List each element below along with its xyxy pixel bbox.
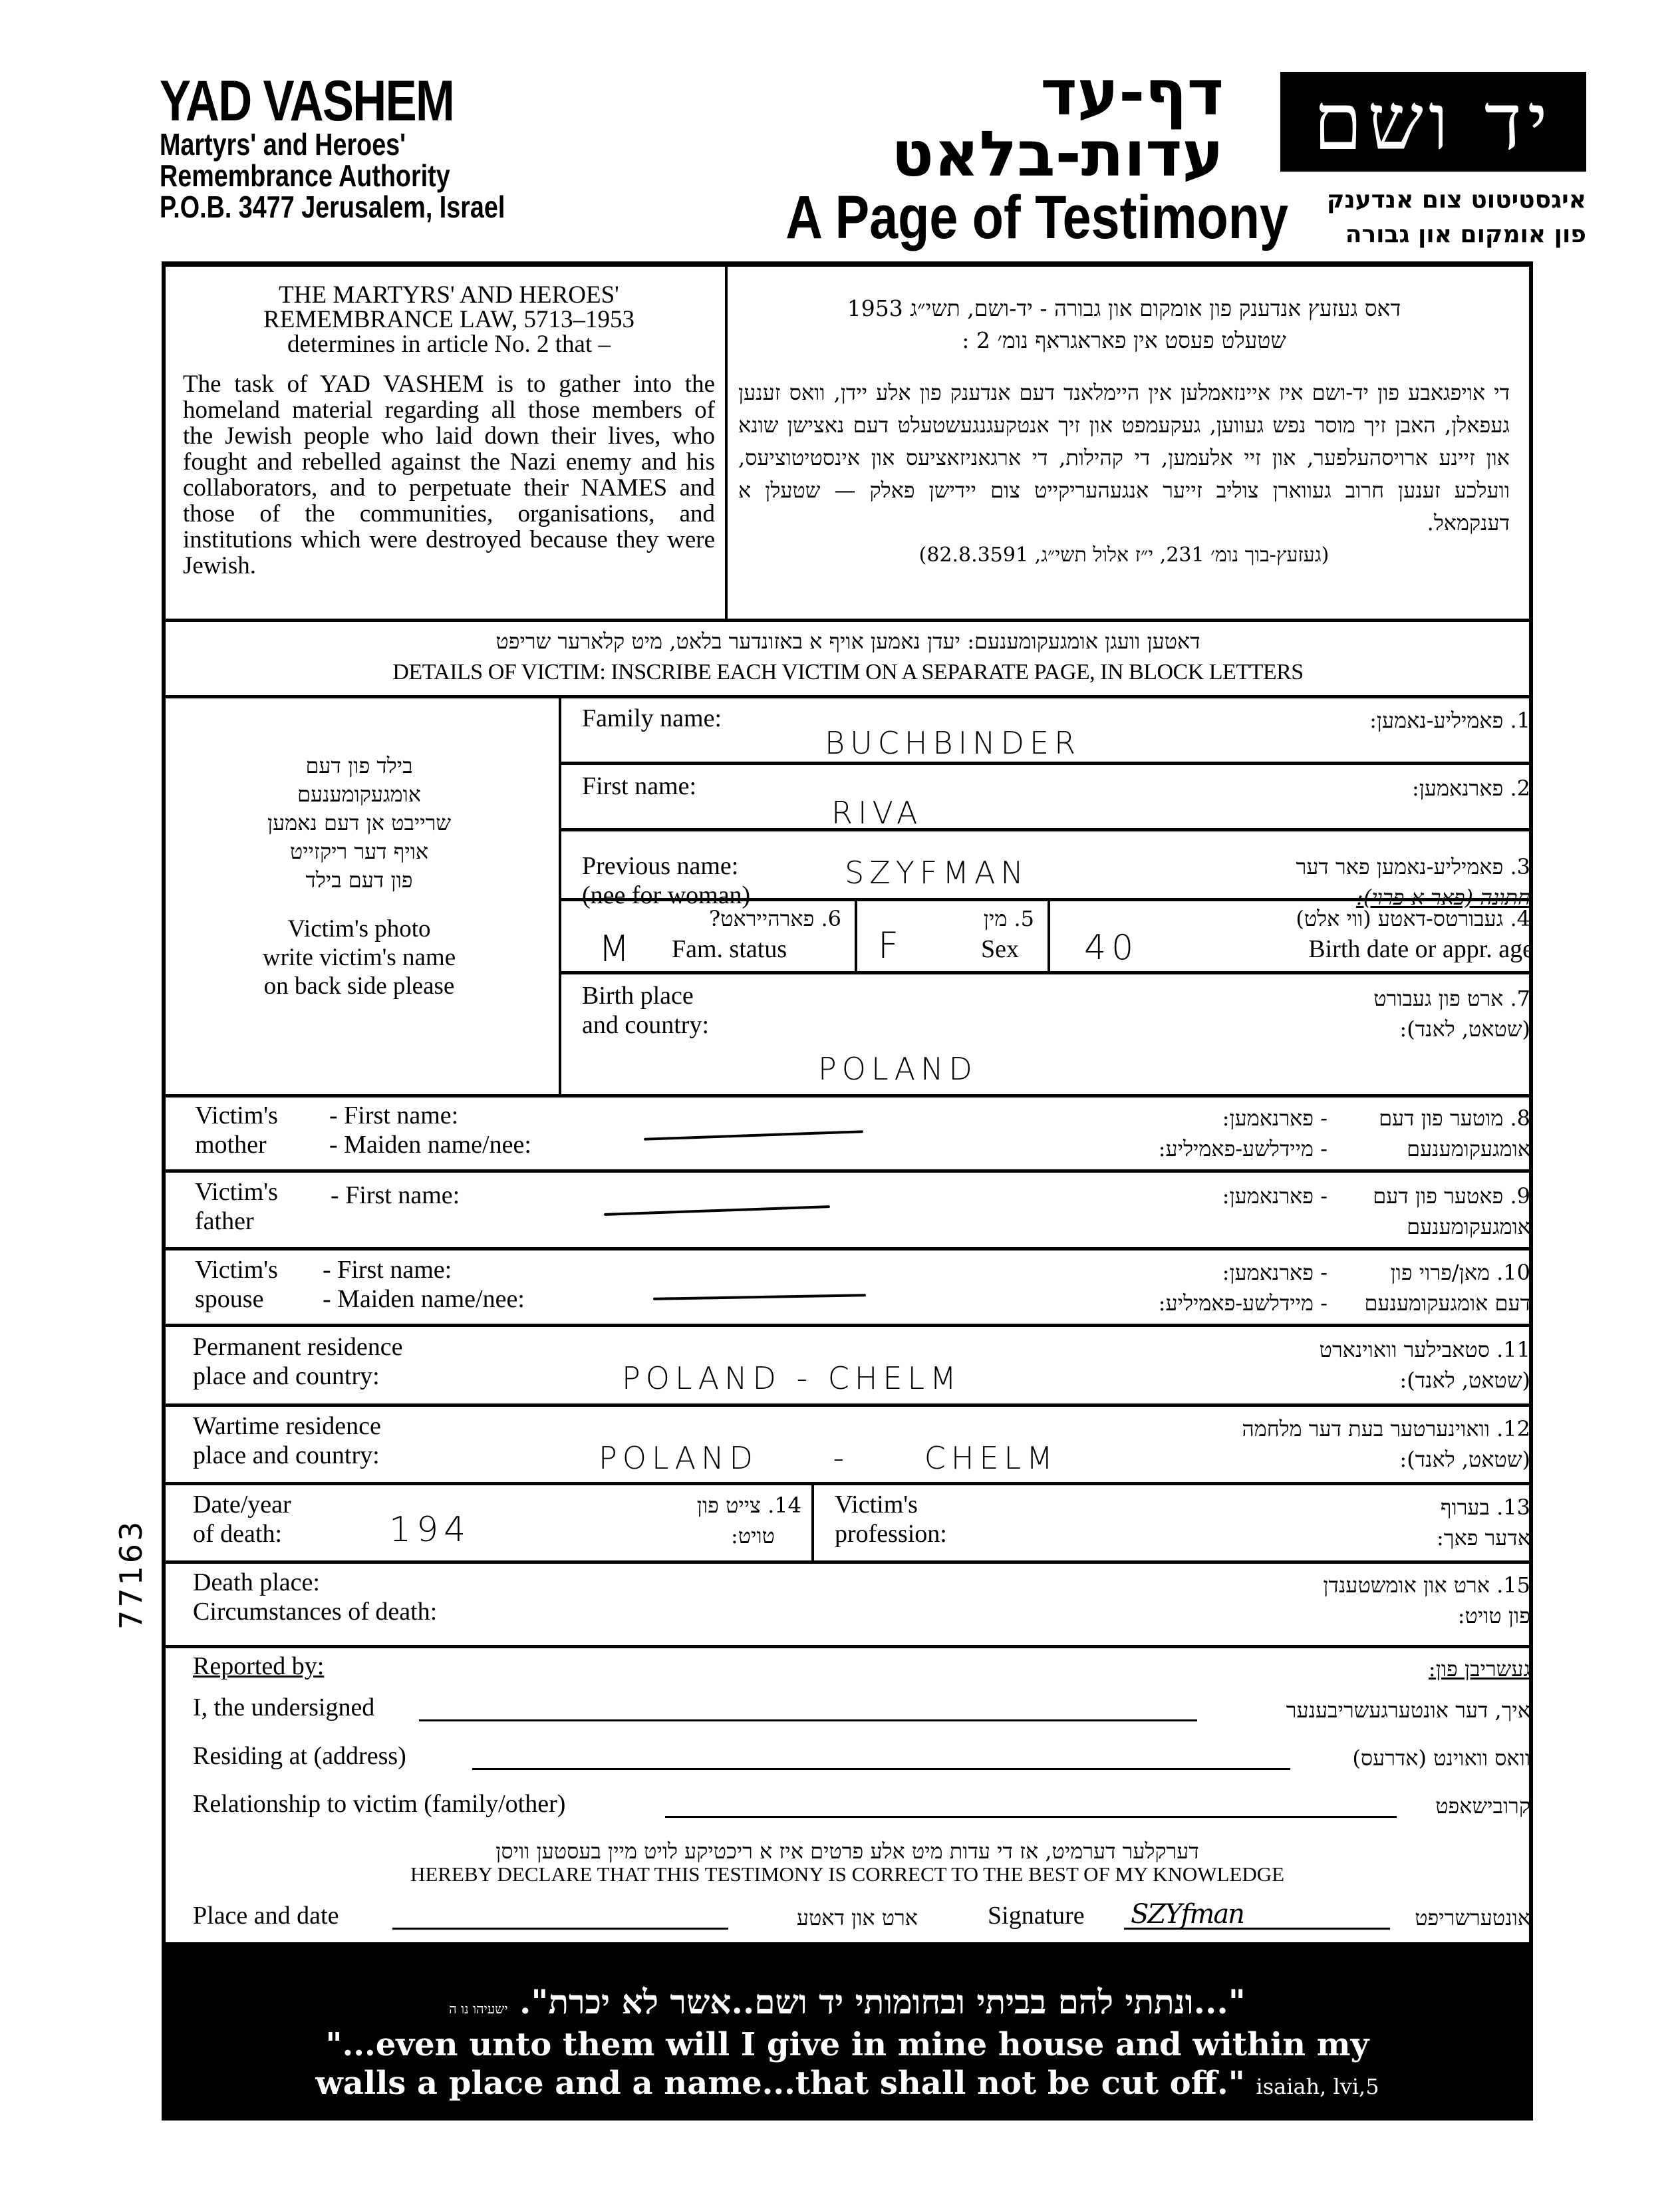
spouse-yiddish-line: 10. מאן/פרוי פון: [1390, 1260, 1530, 1285]
place-date-label-yiddish: ארט און דאטע: [796, 1905, 918, 1930]
fam-status-label: Fam. status: [672, 935, 787, 963]
death-date-label-line: of death:: [193, 1520, 283, 1548]
divider: [162, 619, 1533, 622]
mother-label-line: Victim's: [195, 1101, 278, 1129]
death-date-yiddish-line: 14. צייט פון: [696, 1493, 801, 1518]
photo-line: on back side please: [263, 972, 455, 1000]
logo-subtitle-line-1: איגסטיטוט צום אנדענק: [1326, 186, 1586, 214]
death-date-label-yiddish: [612, 1490, 801, 1551]
father-yiddish-line: 9. פאטער פון דעם: [1373, 1183, 1530, 1209]
death-place-label-yiddish: [1323, 1570, 1530, 1631]
spouse-sub-labels: [323, 1255, 525, 1314]
birth-place-label: [582, 981, 709, 1040]
spouse-label-line: spouse: [195, 1285, 264, 1313]
first-name-label: First name:: [582, 772, 697, 800]
place-date-label: Place and date: [193, 1902, 339, 1930]
death-date-yiddish-line: טויט:: [730, 1523, 775, 1548]
undersigned-label-yiddish: איך, דער אונטערגעשריבענער: [1286, 1697, 1530, 1723]
death-place-label-line: Circumstances of death:: [193, 1598, 438, 1626]
sex-label-yiddish: 5. מין: [983, 906, 1034, 931]
divider: [162, 1560, 1533, 1564]
photo-yiddish-line: אויף דער ריקזייט: [289, 839, 429, 864]
mother-maiden-name-yiddish: - מיידלשע-פאמיליע:: [1158, 1136, 1328, 1161]
law-yiddish-text: די אויפגאבע פון יד-ושם איז איינזאמלען אין היימלאנד דעם אנדענק פון אלע יידן, וואס זענען געפאלן, האבן זיך מוסר נפש געווען, געקעמפט און זיך אנטקעגנגעשטעלט דעם נאצישן שונא און זיינע ארויסהעלפער, און זיי אלעמען, די קהילות, די ארגאניזאציעס און אינסטיטוציעס, וועלכע זענען חרוב געווארן צוליב זייער אנגעהעריקייט צום יידישן פאלק — שטעלן א דענקמאל.: [738, 380, 1510, 535]
mother-label-line: mother: [195, 1131, 267, 1159]
family-name-label: Family name:: [582, 704, 722, 732]
photo-instructions: [166, 915, 552, 1000]
mother-sub-labels-yiddish: [1159, 1103, 1328, 1164]
divider: [725, 263, 728, 619]
wartime-residence-label-yiddish: [1242, 1413, 1530, 1475]
profession-label-line: profession:: [835, 1520, 947, 1548]
death-place-label: [193, 1568, 437, 1626]
profession-yiddish-line: 13. בערוף: [1440, 1495, 1530, 1520]
footer-quote-english: [162, 2025, 1533, 2106]
father-yiddish-line: אומגעקומענעם: [1407, 1214, 1530, 1239]
divider: [162, 1169, 1533, 1173]
permanent-residence-label-line: Permanent residence: [193, 1333, 403, 1361]
org-title: YAD VASHEM: [160, 69, 454, 133]
death-place-label-line: Death place:: [193, 1568, 320, 1596]
mother-maiden-name-label: - Maiden name/nee:: [329, 1131, 531, 1159]
law-yiddish-heading-1: דאס געזעץ אנדענק פון אומקום און גבורה - יד-ושם, תשי״ג 1953: [847, 295, 1401, 321]
org-address: P.O.B. 3477 Jerusalem, Israel: [160, 190, 505, 224]
residing-label: Residing at (address): [193, 1742, 406, 1770]
spouse-label-yiddish: [1364, 1257, 1530, 1318]
divider: [162, 1247, 1533, 1250]
logo-subtitle: [1280, 183, 1586, 252]
signature-label: Signature: [988, 1902, 1085, 1930]
declaration: HEREBY DECLARE THAT THIS TESTIMONY IS CORRECT TO THE BEST OF MY KNOWLEDGE: [410, 1862, 1285, 1886]
place-date-field[interactable]: [392, 1928, 728, 1930]
divider: [162, 1324, 1533, 1327]
wartime-residence-label-line: Wartime residence: [193, 1412, 381, 1440]
relationship-label: Relationship to victim (family/other): [193, 1790, 566, 1818]
page-title: A Page of Testimony: [785, 184, 1288, 251]
footer-quote-hebrew: [162, 1982, 1533, 2021]
spouse-first-name-yiddish: - פארנאמען:: [1222, 1260, 1328, 1285]
father-first-name-label: - First name:: [331, 1181, 460, 1209]
relationship-label-yiddish: קרובישאפט: [1435, 1793, 1530, 1819]
birth-place-yiddish-line: 7. ארט פון געבורט: [1373, 986, 1530, 1011]
birth-place-yiddish-line: (שטאט, לאנד):: [1399, 1016, 1530, 1042]
photo-yiddish-line: שרייבט אן דעם נאמען: [267, 810, 452, 835]
org-subtitle-1: Martyrs' and Heroes': [160, 127, 406, 162]
spouse-sub-labels-yiddish: [1159, 1257, 1328, 1318]
birth-date-label: Birth date or appr. age: [1308, 935, 1534, 963]
logo-subtitle-line-2: פון אומקום און גבורה: [1345, 221, 1586, 248]
divider: [559, 695, 561, 1094]
divider: [559, 762, 1533, 765]
residing-label-yiddish: וואס וואוינט (אדרעס): [1352, 1745, 1530, 1771]
permanent-residence-field[interactable]: POLAND - CHELM: [622, 1360, 962, 1396]
spouse-first-name-label: - First name:: [323, 1256, 452, 1284]
divider: [811, 1482, 814, 1560]
law-heading-3: determines in article No. 2 that –: [287, 331, 611, 358]
footer-quote-ref: isaiah, lvi,5: [1256, 2074, 1379, 2099]
father-label-yiddish: [1373, 1181, 1530, 1242]
reported-by-label: Reported by:: [193, 1652, 325, 1680]
permanent-residence-label-yiddish: [1320, 1334, 1530, 1395]
birth-place-label-line: and country:: [582, 1011, 710, 1039]
fam-status-field[interactable]: M: [599, 928, 635, 970]
family-name-label-yiddish: 1. פאמיליע-נאמען:: [1369, 708, 1530, 733]
birth-place-field[interactable]: POLAND: [818, 1051, 978, 1087]
archive-number: 77163: [113, 1519, 149, 1630]
permanent-residence-yiddish-line: (שטאט, לאנד):: [1399, 1368, 1530, 1393]
death-date-label-line: Date/year: [193, 1491, 291, 1519]
law-heading-2: REMEMBRANCE LAW, 5713–1953: [263, 306, 634, 333]
footer-quote-line-2: walls a place and a name...that shall not be cut off.": [315, 2065, 1245, 2102]
law-text: The task of YAD VASHEM is to gather into the homeland material regarding all those members of the Jewish people who laid down their lives, who fought and rebelled against the Nazi enemy and his collaborators, and to perpetuate their NAMES and those of the communities, organisations, and institutions which were destroyed because they were Jewish.: [183, 370, 715, 579]
footer-quote-hebrew-text: "...ונתתי להם בביתי ובחומותי יד ושם..אשר לא יכרת".: [519, 1982, 1246, 2021]
footer-quote-line-1: "...even unto them will I give in mine house and within my: [325, 2026, 1369, 2063]
photo-line: write victim's name: [262, 944, 456, 971]
footer-quote-banner: [162, 1942, 1533, 2121]
birth-place-label-yiddish: [1373, 983, 1530, 1044]
spouse-label-line: Victim's: [195, 1256, 278, 1284]
wartime-residence-field[interactable]: POLAND - CHELM: [599, 1440, 1058, 1476]
spouse-label: [195, 1255, 278, 1314]
yad-vashem-logo: יד ושם: [1280, 72, 1586, 172]
first-name-label-yiddish: 2. פארנאמען:: [1411, 776, 1530, 801]
previous-name-label-line: Previous name:: [582, 852, 739, 880]
father-label: [195, 1177, 278, 1236]
mother-label-yiddish: [1379, 1103, 1530, 1164]
residing-field[interactable]: [472, 1768, 1290, 1770]
father-label-line: Victim's: [195, 1178, 278, 1206]
reported-by-label-yiddish: געשריבן פון:: [1428, 1656, 1530, 1682]
mother-yiddish-line: 8. מוטער פון דעם: [1379, 1105, 1530, 1131]
photo-line: Victim's photo: [287, 915, 431, 943]
profession-label-yiddish: [1437, 1492, 1530, 1553]
footer-quote-hebrew-ref: ישעיהו נו ה: [449, 2001, 508, 2017]
org-subtitle-2: Remembrance Authority: [160, 158, 450, 193]
divider: [162, 1403, 1533, 1407]
birth-date-label-yiddish: 4. געבורטס-דאטע (ווי אלט): [1296, 906, 1530, 931]
wartime-residence-label-line: place and country:: [193, 1441, 380, 1469]
birth-place-label-line: Birth place: [582, 982, 694, 1010]
fam-status-label-yiddish: 6. פארהייראט?: [709, 906, 841, 931]
org-block: [160, 69, 625, 224]
details-heading-yiddish: דאטען וועגן אומגעקומענעם: יעדן נאמען אויף א באזונדער בלאט, מיט קלארער שריפט: [495, 629, 1200, 654]
wartime-residence-label: [193, 1411, 381, 1470]
permanent-residence-yiddish-line: 11. סטאבילער וואוינארט: [1319, 1337, 1530, 1362]
photo-yiddish-line: אומגעקומענעם: [297, 782, 421, 807]
death-date-field[interactable]: 194: [389, 1510, 472, 1550]
family-name-field[interactable]: BUCHBINDER: [825, 725, 1081, 761]
photo-instructions-yiddish: [166, 752, 552, 895]
first-name-field[interactable]: RIVA: [831, 795, 923, 831]
law-yiddish-heading-2: שטעלט פעסט אין פאראגראף נומ׳ 2 :: [962, 327, 1286, 353]
divider: [162, 1094, 1533, 1098]
wartime-residence-yiddish-line: (שטאט, לאנד):: [1399, 1447, 1530, 1472]
sex-field[interactable]: F: [878, 925, 905, 966]
sex-label: Sex: [981, 935, 1019, 963]
photo-yiddish-line: פון דעם בילד: [305, 867, 413, 893]
divider: [855, 898, 857, 971]
mother-first-name-label: - First name:: [329, 1101, 459, 1129]
mother-label: [195, 1101, 278, 1159]
signature-label-yiddish: אונטערשריפט: [1415, 1905, 1530, 1930]
relationship-field[interactable]: [665, 1816, 1397, 1818]
previous-name-label-line: (nee for woman): [582, 881, 751, 909]
undersigned-label: I, the undersigned: [193, 1693, 375, 1721]
divider: [559, 828, 1533, 831]
law-yiddish: [738, 293, 1510, 571]
hebrew-title-1: דף-עד: [1040, 57, 1224, 130]
hebrew-title-2: עדות-בלאט: [891, 118, 1224, 191]
divider: [162, 261, 1533, 266]
profession-yiddish-line: אדער פאך:: [1436, 1525, 1530, 1550]
victim-photo-area[interactable]: [166, 752, 552, 1000]
signature-field[interactable]: SZYfman: [1131, 1899, 1244, 1930]
divider: [1048, 898, 1050, 971]
wartime-residence-yiddish-line: 12. וואוינערטער בעת דער מלחמה: [1242, 1416, 1530, 1441]
father-first-name-yiddish: - פארנאמען:: [1222, 1183, 1328, 1209]
divider: [162, 695, 1533, 698]
declaration-yiddish: דערקלער דערמיט, אז די עדות מיט אלע פרטים איז א ריכטיקע לויט מיין בעסטען וויסן: [495, 1838, 1199, 1864]
profession-label: [835, 1490, 947, 1548]
death-place-yiddish-line: פון טויט:: [1457, 1603, 1530, 1628]
mother-first-name-yiddish: - פארנאמען:: [1222, 1105, 1328, 1131]
father-label-line: father: [195, 1207, 254, 1235]
photo-yiddish-line: בילד פון דעם: [305, 753, 413, 778]
undersigned-field[interactable]: [419, 1719, 1197, 1721]
death-place-yiddish-line: 15. ארט און אומשטענדן: [1323, 1572, 1530, 1598]
spouse-maiden-name-label: - Maiden name/nee:: [323, 1285, 525, 1313]
birth-date-field[interactable]: 40: [1084, 928, 1139, 968]
mother-sub-labels: [329, 1101, 531, 1159]
previous-name-yiddish-line: חתונה (פאר א פרוי):: [1355, 885, 1530, 910]
death-date-label: [193, 1490, 291, 1548]
mother-yiddish-line: אומגעקומענעם: [1407, 1136, 1530, 1161]
title-block: [698, 57, 1288, 251]
permanent-residence-label: [193, 1332, 402, 1391]
divider: [162, 1482, 1533, 1485]
divider: [162, 1645, 1533, 1648]
law-english: [183, 283, 715, 579]
previous-name-label: [582, 851, 750, 910]
spouse-maiden-name-yiddish: - מיידלשע-פאמיליע:: [1158, 1290, 1328, 1316]
previous-name-field[interactable]: SZYFMAN: [845, 855, 1029, 891]
divider: [559, 971, 1533, 974]
spouse-yiddish-line: דעם אומגעקומענעם: [1364, 1290, 1530, 1316]
details-heading: DETAILS OF VICTIM: INSCRIBE EACH VICTIM ON A SEPARATE PAGE, IN BLOCK LETTERS: [392, 660, 1304, 684]
law-heading-1: THE MARTYRS' AND HEROES': [279, 281, 619, 309]
law-yiddish-reference: (געזעץ-בוך נומ׳ 231, י״ז אלול תשי״ג, 82.8.3591): [918, 543, 1330, 567]
profession-label-line: Victim's: [835, 1491, 918, 1519]
permanent-residence-label-line: place and country:: [193, 1362, 380, 1390]
previous-name-yiddish-line: 3. פאמיליע-נאמען פאר דער: [1296, 854, 1530, 879]
